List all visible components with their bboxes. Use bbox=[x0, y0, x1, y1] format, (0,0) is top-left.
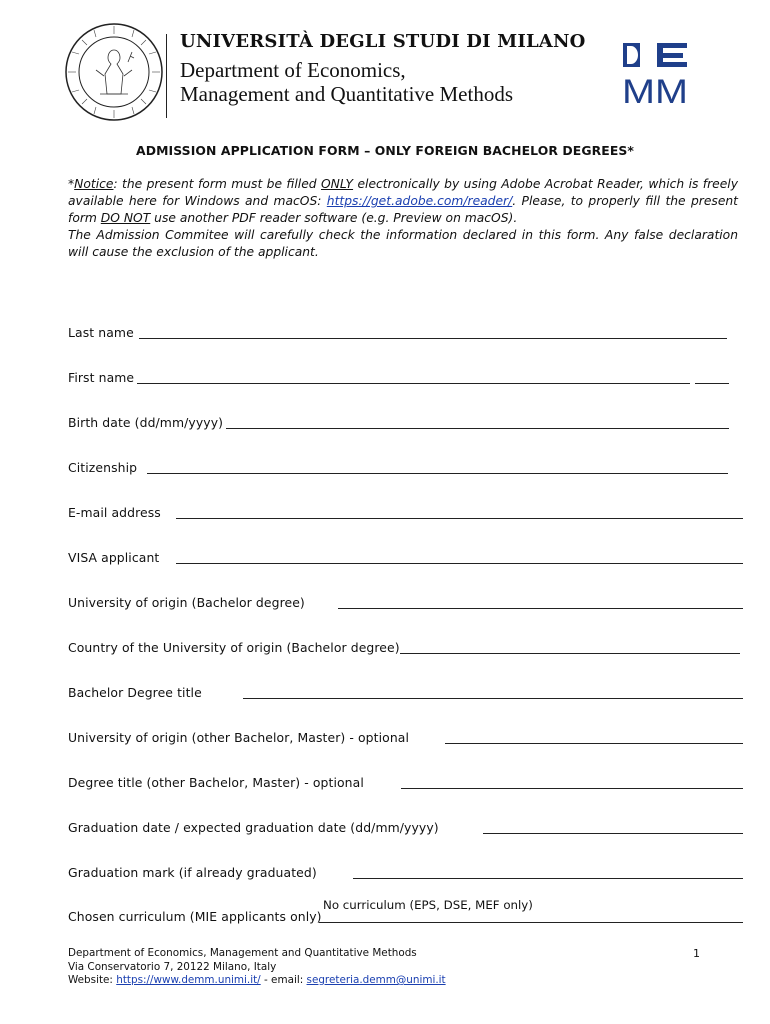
visa-input[interactable] bbox=[176, 563, 743, 564]
birth-date-field bbox=[68, 412, 731, 432]
other-degree-title-label: Degree title (other Bachelor, Master) - optional bbox=[68, 775, 364, 790]
birth-date-input[interactable] bbox=[226, 428, 729, 429]
curriculum-input[interactable] bbox=[319, 922, 743, 923]
bachelor-title-field bbox=[68, 682, 745, 702]
visa-label: VISA applicant bbox=[68, 550, 160, 565]
university-name: UNIVERSITÀ DEGLI STUDI DI MILANO bbox=[180, 31, 586, 52]
university-origin-input[interactable] bbox=[338, 608, 743, 609]
birth-date-label: Birth date (dd/mm/yyyy) bbox=[68, 415, 224, 430]
citizenship-field bbox=[68, 457, 731, 477]
demm-logo-bottom-text: MM bbox=[622, 73, 688, 107]
email-input[interactable] bbox=[176, 518, 743, 519]
university-origin-field bbox=[68, 592, 745, 612]
first-name-label: First name bbox=[68, 370, 135, 385]
department-name-line1: Department of Economics, bbox=[180, 58, 406, 82]
footer-address: Via Conservatorio 7, 20122 Milano, Italy bbox=[68, 960, 277, 973]
bachelor-title-label: Bachelor Degree title bbox=[68, 685, 202, 700]
website-link[interactable]: https://www.demm.unimi.it/ bbox=[116, 974, 261, 986]
other-degree-title-field bbox=[68, 772, 745, 792]
graduation-date-label: Graduation date / expected graduation date (dd/mm/yyyy) bbox=[68, 820, 439, 835]
first-name-field bbox=[68, 367, 731, 387]
graduation-mark-input[interactable] bbox=[353, 878, 743, 879]
adobe-reader-link[interactable]: https://get.adobe.com/reader/ bbox=[326, 194, 513, 208]
citizenship-input[interactable] bbox=[147, 473, 728, 474]
graduation-mark-field bbox=[68, 862, 745, 882]
last-name-input[interactable] bbox=[139, 338, 727, 339]
email-label: E-mail address bbox=[68, 505, 161, 520]
citizenship-label: Citizenship bbox=[68, 460, 138, 475]
curriculum-selected-value[interactable]: No curriculum (EPS, DSE, MEF only) bbox=[323, 898, 533, 912]
last-name-label: Last name bbox=[68, 325, 134, 340]
first-name-input-extra[interactable] bbox=[695, 383, 729, 384]
last-name-field bbox=[68, 322, 729, 342]
header-divider bbox=[166, 34, 167, 118]
form-title: ADMISSION APPLICATION FORM – ONLY FOREIGN BACHELOR DEGREES* bbox=[136, 143, 634, 158]
notice-text: *Notice: the present form must be filled ONLY electronically by using Adobe Acrobat Reader, which is freely available here for Windows and macOS: https://get.adobe.com/reader/. Please, to properly fill the present form DO NOT use another PDF reader software (e.g. Preview on macOS). The Admission Commitee will carefully check the information declared in this form. Any false declaration will cause the exclusion of the applicant. bbox=[68, 177, 739, 259]
footer bbox=[68, 947, 446, 988]
demm-logo bbox=[621, 37, 691, 107]
university-origin-label: University of origin (Bachelor degree) bbox=[68, 595, 305, 610]
bachelor-title-input[interactable] bbox=[243, 698, 743, 699]
graduation-date-field bbox=[68, 817, 745, 837]
visa-field bbox=[68, 547, 745, 567]
other-university-field bbox=[68, 727, 745, 747]
footer-contacts: Website: https://www.demm.unimi.it/ - email: segreteria.demm@unimi.it bbox=[68, 974, 446, 986]
curriculum-label: Chosen curriculum (MIE applicants only) bbox=[68, 909, 322, 924]
graduation-mark-label: Graduation mark (if already graduated) bbox=[68, 865, 317, 880]
email-link[interactable]: segreteria.demm@unimi.it bbox=[306, 974, 446, 986]
country-origin-input[interactable] bbox=[400, 653, 740, 654]
other-university-label: University of origin (other Bachelor, Master) - optional bbox=[68, 730, 410, 745]
department-name-line2: Management and Quantitative Methods bbox=[180, 82, 513, 106]
page-number: 1 bbox=[693, 947, 700, 960]
email-field bbox=[68, 502, 745, 522]
other-university-input[interactable] bbox=[445, 743, 743, 744]
country-origin-field bbox=[68, 637, 742, 657]
university-seal-logo bbox=[64, 22, 164, 122]
country-origin-label: Country of the University of origin (Bachelor degree) bbox=[68, 640, 400, 655]
graduation-date-input[interactable] bbox=[483, 833, 743, 834]
other-degree-title-input[interactable] bbox=[401, 788, 743, 789]
footer-department: Department of Economics, Management and Quantitative Methods bbox=[68, 947, 417, 959]
first-name-input[interactable] bbox=[137, 383, 690, 384]
